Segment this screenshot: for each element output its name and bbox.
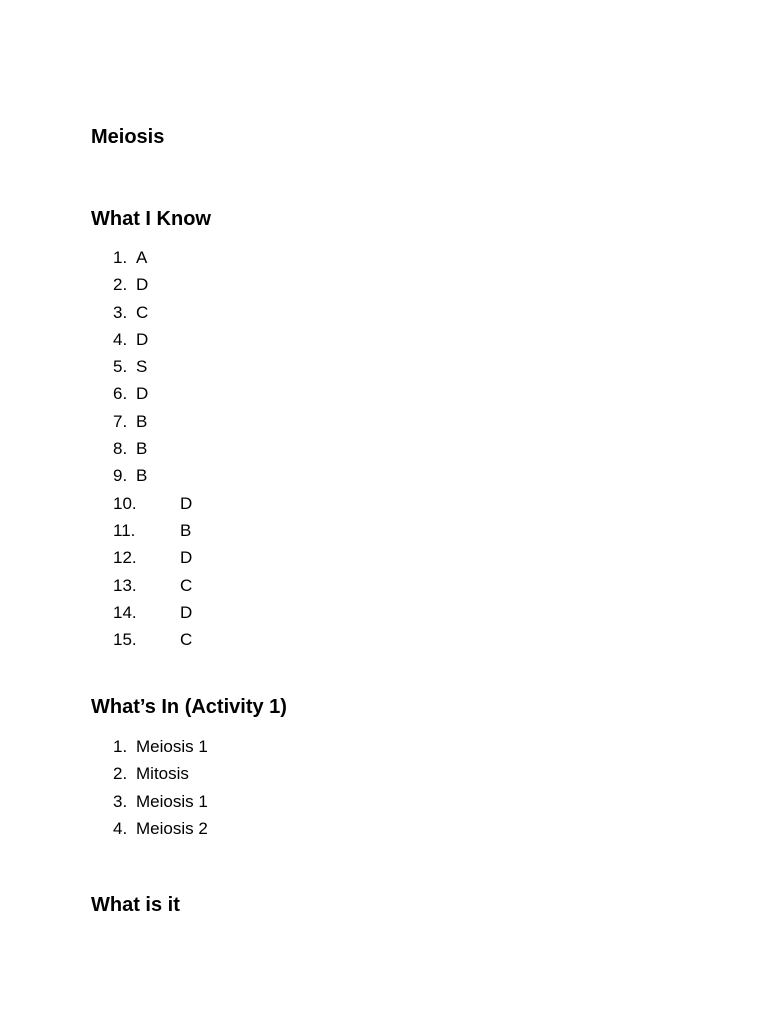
item-number: 3. [113, 791, 128, 811]
item-answer: C [136, 302, 149, 322]
item-answer: Meiosis 1 [136, 737, 208, 756]
item-number: 13. [113, 575, 137, 595]
item-number: 8. [113, 439, 128, 459]
item-answer: C [180, 630, 193, 650]
item-number: 1. [113, 248, 128, 267]
section-heading-whats-in: What’s In (Activity 1) [91, 696, 287, 718]
section-heading-what-is-it: What is it [91, 894, 180, 916]
item-answer: D [180, 602, 193, 622]
item-answer: D [136, 384, 149, 404]
item-answer: D [136, 329, 149, 349]
item-answer: B [136, 411, 148, 431]
item-answer: B [136, 439, 148, 459]
item-number: 2. [113, 764, 128, 784]
item-answer: D [180, 493, 193, 513]
item-answer: S [136, 357, 148, 377]
item-number: 2. [113, 275, 128, 295]
item-answer: B [180, 520, 192, 540]
document-title: Meiosis [91, 126, 165, 148]
item-number: 4. [113, 818, 128, 838]
item-number: 15. [113, 630, 137, 650]
item-answer: Meiosis 1 [136, 791, 208, 811]
item-answer: C [180, 575, 193, 595]
item-number: 6. [113, 384, 128, 404]
item-number: 11. [113, 520, 136, 540]
item-number: 9. [113, 466, 128, 486]
item-number: 7. [113, 411, 128, 431]
item-number: 5. [113, 357, 128, 377]
item-number: 12. [113, 548, 137, 568]
section-heading-what-i-know: What I Know [91, 208, 211, 230]
item-answer: Mitosis [136, 764, 189, 784]
item-answer: Meiosis 2 [136, 818, 208, 838]
item-number: 4. [113, 329, 128, 349]
item-number: 1. [113, 737, 128, 756]
item-number: 14. [113, 602, 137, 622]
item-number: 10. [113, 493, 137, 513]
item-answer: D [180, 548, 193, 568]
item-answer: D [136, 275, 149, 295]
item-answer: B [136, 466, 148, 486]
item-answer: A [136, 248, 148, 267]
item-number: 3. [113, 302, 128, 322]
